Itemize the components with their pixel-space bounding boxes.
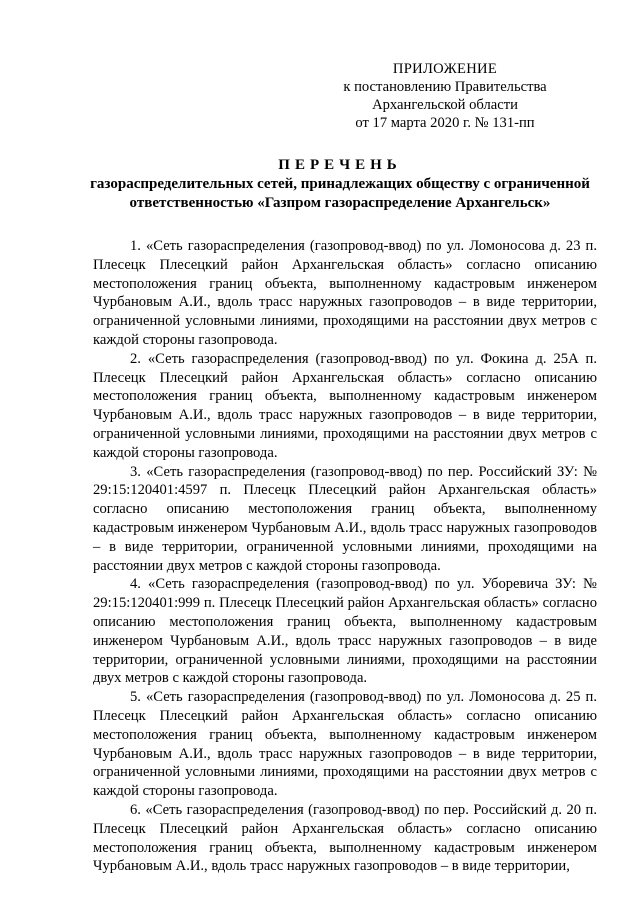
list-item: 3. «Сеть газораспределения (газопровод-ввод) по пер. Российский ЗУ: № 29:15:120401:4597 п. Плесецк Плесецкий район Архангельская область» согласно описанию местоположения границ объекта, выполненному кадастровым инженером Чурбановым А.И., вдоль трасс наружных газопроводов – в виде территории, ограниченной условными линиями, проходящими на расстоянии двух метров с каждой стороны газопровода. <box>93 463 597 574</box>
annex-line: к постановлению Правительства <box>343 79 547 95</box>
annex-block <box>340 60 550 132</box>
annex-heading: ПРИЛОЖЕНИЕ <box>392 61 498 77</box>
list-item: 4. «Сеть газораспределения (газопровод-ввод) по ул. Уборевича ЗУ: № 29:15:120401:999 п. Плесецк Плесецкий район Архангельская область» согласно описанию местоположения границ объекта, выполненному кадастровым инженером Чурбановым А.И., вдоль трасс наружных газопроводов – в виде территории, ограниченной условными линиями, проходящими на расстоянии двух метров с каждой стороны газопровода. <box>93 576 597 687</box>
list-item: 6. «Сеть газораспределения (газопровод-ввод) по пер. Российский д. 20 п. Плесецк Плесецкий район Архангельская область» согласно описанию местоположения границ объекта, выполненному кадастровым инженером Чурбановым А.И., вдоль трасс наружных газопроводов – в виде территории, <box>93 801 597 875</box>
title-line: ответственностью «Газпром газораспределение Архангельск» <box>129 195 551 211</box>
list-item: 5. «Сеть газораспределения (газопровод-ввод) по ул. Ломоносова д. 25 п. Плесецк Плесецкий район Архангельская область» согласно описанию местоположения границ объекта, выполненному кадастровым инженером Чурбановым А.И., вдоль трасс наружных газопроводов – в виде территории, ограниченной условными линиями, проходящими на расстоянии двух метров с каждой стороны газопровода. <box>93 689 597 800</box>
list-item: 2. «Сеть газораспределения (газопровод-ввод) по ул. Фокина д. 25А п. Плесецк Плесецкий район Архангельская область» согласно описанию местоположения границ объекта, выполненному кадастровым инженером Чурбановым А.И., вдоль трасс наружных газопроводов – в виде территории, ограниченной условными линиями, проходящими на расстоянии двух метров с каждой стороны газопровода. <box>93 350 597 461</box>
annex-date-line: от 17 марта 2020 г. № 131-пп <box>355 115 535 131</box>
list-body <box>93 237 597 876</box>
title-heading: ПЕРЕЧЕНЬ <box>278 157 402 173</box>
annex-line: Архангельской области <box>372 97 518 113</box>
list-item: 1. «Сеть газораспределения (газопровод-ввод) по ул. Ломоносова д. 23 п. Плесецк Плесецкий район Архангельская область» согласно описанию местоположения границ объекта, выполненному кадастровым инженером Чурбановым А.И., вдоль трасс наружных газопроводов – в виде территории, ограниченной условными линиями, проходящими на расстоянии двух метров с каждой стороны газопровода. <box>93 238 597 348</box>
title-line: газораспределительных сетей, принадлежащих обществу с ограниченной <box>90 176 590 192</box>
document-title <box>60 156 620 213</box>
